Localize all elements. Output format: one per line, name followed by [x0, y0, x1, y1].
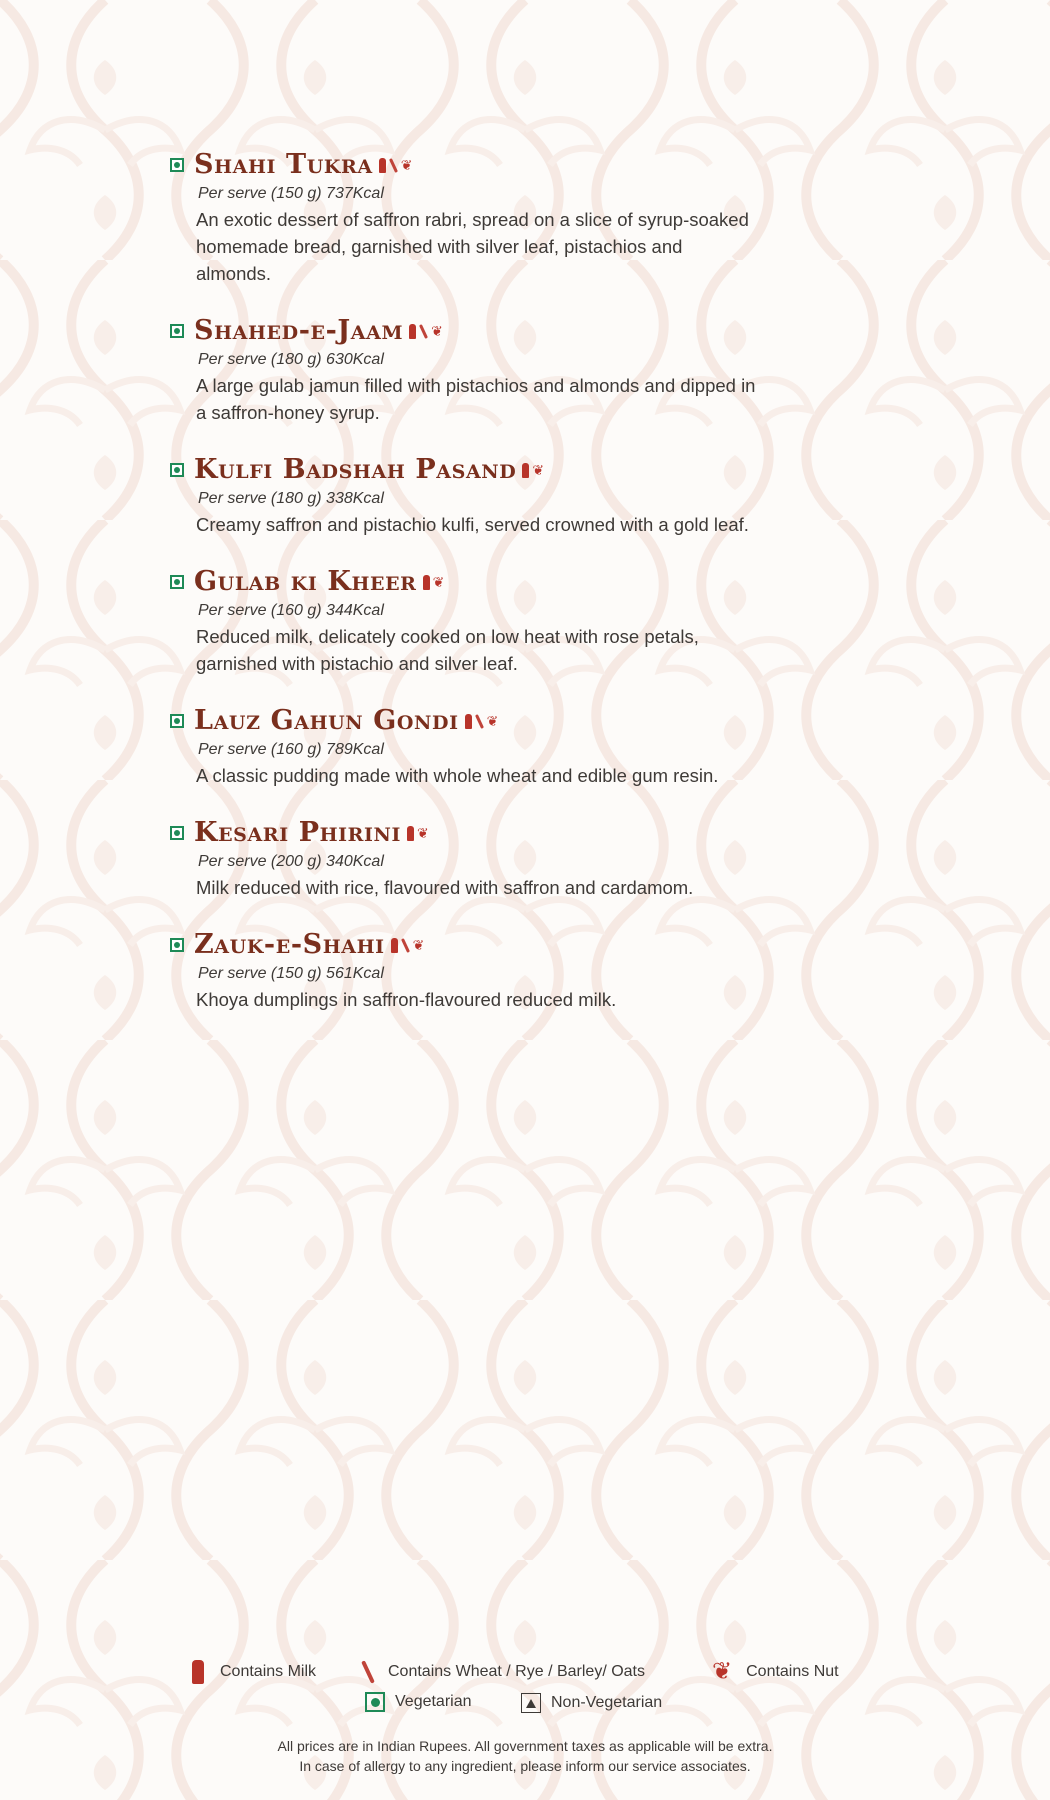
veg-icon	[170, 826, 184, 840]
veg-icon	[170, 714, 184, 728]
milk-icon	[465, 714, 472, 729]
milk-icon	[391, 938, 398, 953]
item-name: Shahi Tukra	[194, 149, 373, 180]
legend-nonveg-label: Non-Vegetarian	[551, 1694, 663, 1711]
item-name: Kulfi Badshah Pasand	[194, 454, 517, 485]
item-serving: Per serve (180 g) 630Kcal	[198, 351, 384, 368]
allergen-icons	[379, 158, 413, 173]
footnote-allergy: In case of allergy to any ingredient, please inform our service associates.	[299, 1758, 751, 1774]
item-description: Reduced milk, delicately cooked on low heat with rose petals, garnished with pistachio and silver leaf.	[196, 626, 699, 674]
milk-icon	[407, 826, 414, 841]
nut-icon: ❦	[486, 713, 499, 729]
menu-item-lauz-gahun-gondi	[170, 704, 870, 789]
legend-milk-label: Contains Milk	[220, 1663, 317, 1680]
item-description: An exotic dessert of saffron rabri, spread on a slice of syrup-soaked homemade bread, garnished with silver leaf, pistachios and almonds.	[196, 209, 749, 284]
item-name: Shahed-e-Jaam	[194, 315, 404, 346]
nut-icon: ❦	[432, 574, 445, 590]
legend-nonveg	[521, 1693, 662, 1713]
legend-nut-label: Contains Nut	[746, 1663, 839, 1680]
milk-icon	[522, 463, 529, 478]
allergen-icons	[391, 938, 425, 953]
milk-icon	[192, 1660, 204, 1684]
item-serving: Per serve (150 g) 561Kcal	[198, 965, 384, 982]
milk-icon	[379, 158, 386, 173]
footnote-prices: All prices are in Indian Rupees. All government taxes as applicable will be extra.	[277, 1738, 773, 1754]
veg-icon	[170, 575, 184, 589]
legend-nut	[712, 1660, 839, 1684]
veg-icon	[170, 324, 184, 338]
veg-icon	[170, 938, 184, 952]
wheat-icon	[389, 158, 398, 173]
milk-icon	[423, 575, 430, 590]
allergen-icons	[465, 714, 499, 729]
menu-item-shahed-e-jaam	[170, 314, 870, 426]
item-description: Creamy saffron and pistachio kulfi, served crowned with a gold leaf.	[196, 514, 749, 535]
menu-item-gulab-ki-kheer	[170, 565, 870, 677]
legend-wheat-label: Contains Wheat / Rye / Barley/ Oats	[388, 1663, 645, 1680]
item-name: Lauz Gahun Gondi	[194, 705, 459, 736]
item-description: A classic pudding made with whole wheat and edible gum resin.	[196, 765, 719, 786]
item-name: Zauk-e-Shahi	[194, 929, 385, 960]
menu-item-kesari-phirini	[170, 816, 870, 901]
nut-icon: ❦	[712, 1658, 733, 1685]
milk-icon	[409, 324, 416, 339]
item-description: Khoya dumplings in saffron-flavoured reduced milk.	[196, 989, 617, 1010]
legend-wheat	[366, 1660, 645, 1684]
item-description: A large gulab jamun filled with pistachios and almonds and dipped in a saffron-honey syrup.	[196, 375, 756, 423]
legend-veg	[365, 1692, 472, 1712]
item-serving: Per serve (200 g) 340Kcal	[198, 853, 384, 870]
nut-icon: ❦	[431, 323, 443, 339]
item-serving: Per serve (160 g) 789Kcal	[198, 741, 384, 758]
nut-icon: ❦	[412, 937, 425, 953]
menu-item-shahi-tukra	[170, 148, 870, 287]
item-serving: Per serve (180 g) 338Kcal	[198, 490, 384, 507]
nut-icon: ❦	[400, 157, 413, 173]
nut-icon: ❦	[416, 825, 429, 841]
allergen-icons	[522, 463, 544, 478]
menu-item-kulfi-badshah-pasand	[170, 453, 870, 538]
allergen-icons	[407, 826, 429, 841]
allergen-icons	[423, 575, 445, 590]
veg-icon	[365, 1692, 385, 1712]
wheat-icon	[401, 938, 410, 953]
dessert-menu-list	[170, 148, 870, 1040]
menu-item-zauk-e-shahi	[170, 928, 870, 1013]
item-serving: Per serve (150 g) 737Kcal	[198, 185, 384, 202]
wheat-icon	[475, 714, 484, 729]
item-serving: Per serve (160 g) 344Kcal	[198, 602, 384, 619]
legend-veg-label: Vegetarian	[395, 1693, 472, 1710]
legend-milk	[192, 1660, 316, 1684]
wheat-icon	[419, 324, 428, 339]
nut-icon: ❦	[532, 462, 545, 478]
item-name: Kesari Phirini	[194, 817, 401, 848]
veg-icon	[170, 463, 184, 477]
veg-icon	[170, 158, 184, 172]
item-name: Gulab ki Kheer	[194, 566, 417, 597]
nonveg-icon	[521, 1693, 541, 1713]
allergen-icons	[409, 324, 443, 339]
item-description: Milk reduced with rice, flavoured with saffron and cardamom.	[196, 877, 694, 898]
